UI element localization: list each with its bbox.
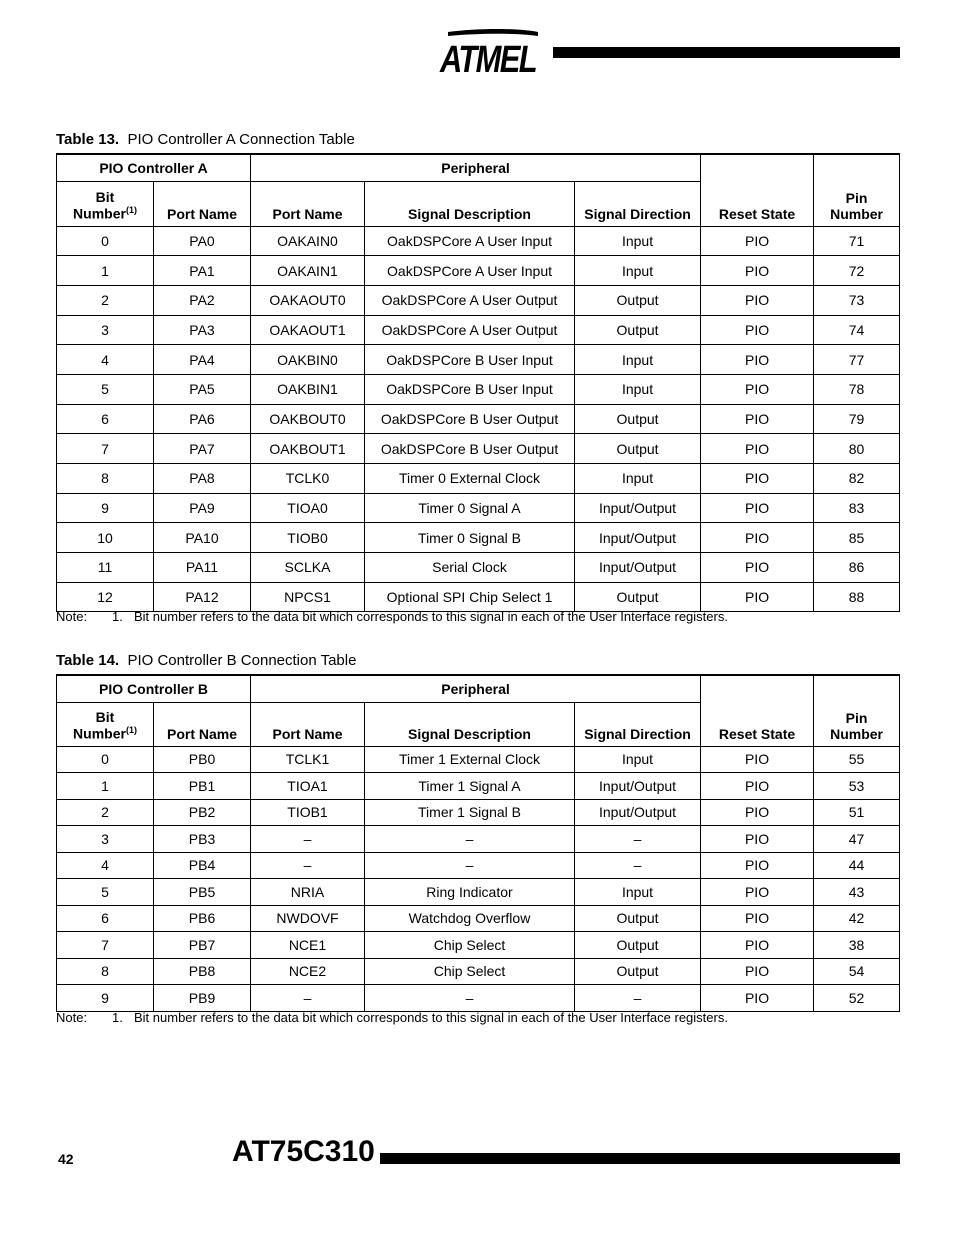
col-header-port-name: Port Name [154, 181, 251, 226]
cell-signal: Timer 1 Signal A [365, 773, 575, 800]
cell-pin: 78 [814, 374, 900, 404]
cell-signal: Timer 1 External Clock [365, 746, 575, 773]
cell-bit: 9 [57, 985, 154, 1012]
table-row [57, 905, 900, 932]
cell-signal: – [365, 852, 575, 879]
col-header-pin: Pin Number [814, 154, 900, 226]
cell-direction: Input [575, 256, 701, 286]
cell-signal: OakDSPCore A User Output [365, 285, 575, 315]
cell-bit: 6 [57, 905, 154, 932]
group-header-controller: PIO Controller A [57, 154, 251, 181]
cell-bit: 3 [57, 315, 154, 345]
svg-text:ATMEL: ATMEL [439, 39, 536, 81]
cell-pin: 72 [814, 256, 900, 286]
cell-signal: Chip Select [365, 958, 575, 985]
cell-signal: OakDSPCore A User Output [365, 315, 575, 345]
cell-direction: Input [575, 746, 701, 773]
cell-direction: Output [575, 285, 701, 315]
table14 [56, 674, 900, 1012]
cell-peripheral-port: NWDOVF [251, 905, 365, 932]
table-row [57, 374, 900, 404]
cell-peripheral-port: NRIA [251, 879, 365, 906]
cell-signal: Chip Select [365, 932, 575, 959]
cell-peripheral-port: TIOA1 [251, 773, 365, 800]
cell-peripheral-port: TCLK0 [251, 464, 365, 494]
cell-reset: PIO [701, 523, 814, 553]
group-header-peripheral: Peripheral [251, 154, 701, 181]
cell-reset: PIO [701, 799, 814, 826]
cell-bit: 2 [57, 799, 154, 826]
table-row [57, 404, 900, 434]
table13 [56, 153, 900, 612]
cell-pin: 74 [814, 315, 900, 345]
cell-direction: Output [575, 404, 701, 434]
cell-pin: 77 [814, 345, 900, 375]
group-header-controller: PIO Controller B [57, 675, 251, 702]
cell-port-name: PA9 [154, 493, 251, 523]
cell-direction: Input [575, 464, 701, 494]
table-row [57, 434, 900, 464]
cell-port-name: PA12 [154, 582, 251, 612]
cell-peripheral-port: TIOB1 [251, 799, 365, 826]
col-header-signal: Signal Description [365, 181, 575, 226]
cell-direction: Input [575, 345, 701, 375]
table-row [57, 958, 900, 985]
cell-reset: PIO [701, 434, 814, 464]
cell-signal: Optional SPI Chip Select 1 [365, 582, 575, 612]
col-header-signal: Signal Description [365, 702, 575, 746]
cell-port-name: PA6 [154, 404, 251, 434]
cell-reset: PIO [701, 958, 814, 985]
cell-peripheral-port: NPCS1 [251, 582, 365, 612]
cell-pin: 52 [814, 985, 900, 1012]
cell-pin: 88 [814, 582, 900, 612]
cell-bit: 7 [57, 932, 154, 959]
table-row [57, 226, 900, 256]
cell-bit: 8 [57, 464, 154, 494]
cell-reset: PIO [701, 464, 814, 494]
table-row [57, 553, 900, 583]
cell-direction: Output [575, 582, 701, 612]
cell-port-name: PA11 [154, 553, 251, 583]
cell-bit: 11 [57, 553, 154, 583]
table-row [57, 985, 900, 1012]
cell-peripheral-port: TIOB0 [251, 523, 365, 553]
header-rule [553, 47, 900, 58]
cell-pin: 85 [814, 523, 900, 553]
cell-reset: PIO [701, 932, 814, 959]
cell-port-name: PB2 [154, 799, 251, 826]
col-header-peripheral-port: Port Name [251, 181, 365, 226]
cell-signal: OakDSPCore A User Input [365, 256, 575, 286]
cell-pin: 43 [814, 879, 900, 906]
cell-signal: – [365, 985, 575, 1012]
cell-signal: OakDSPCore B User Input [365, 345, 575, 375]
cell-peripheral-port: OAKBOUT1 [251, 434, 365, 464]
cell-reset: PIO [701, 905, 814, 932]
cell-signal: – [365, 826, 575, 853]
cell-signal: OakDSPCore B User Output [365, 434, 575, 464]
cell-peripheral-port: OAKAOUT1 [251, 315, 365, 345]
cell-direction: Output [575, 434, 701, 464]
col-header-reset: Reset State [701, 154, 814, 226]
col-header-direction: Signal Direction [575, 181, 701, 226]
col-header-reset: Reset State [701, 675, 814, 746]
col-header-bit: Bit Number$^{(1)}$ [57, 702, 154, 746]
cell-peripheral-port: – [251, 826, 365, 853]
cell-peripheral-port: OAKAOUT0 [251, 285, 365, 315]
cell-pin: 71 [814, 226, 900, 256]
col-header-direction: Signal Direction [575, 702, 701, 746]
cell-direction: Input/Output [575, 493, 701, 523]
cell-port-name: PB8 [154, 958, 251, 985]
table-row [57, 879, 900, 906]
cell-direction: – [575, 852, 701, 879]
cell-reset: PIO [701, 826, 814, 853]
cell-port-name: PA1 [154, 256, 251, 286]
cell-reset: PIO [701, 553, 814, 583]
cell-pin: 51 [814, 799, 900, 826]
cell-port-name: PB5 [154, 879, 251, 906]
table14-caption: Table 14. PIO Controller B Connection Table [56, 652, 357, 669]
cell-peripheral-port: OAKBIN0 [251, 345, 365, 375]
table-row [57, 582, 900, 612]
cell-pin: 73 [814, 285, 900, 315]
table-row [57, 493, 900, 523]
cell-bit: 4 [57, 852, 154, 879]
cell-pin: 83 [814, 493, 900, 523]
cell-pin: 86 [814, 553, 900, 583]
cell-pin: 82 [814, 464, 900, 494]
cell-reset: PIO [701, 315, 814, 345]
col-header-port-name: Port Name [154, 702, 251, 746]
cell-direction: Input/Output [575, 553, 701, 583]
cell-peripheral-port: – [251, 985, 365, 1012]
col-header-peripheral-port: Port Name [251, 702, 365, 746]
cell-reset: PIO [701, 773, 814, 800]
table14-note: Note: 1. Bit number refers to the data bit which corresponds to this signal in each of the User Interface registers. [56, 1010, 728, 1025]
table-row [57, 852, 900, 879]
table-row [57, 826, 900, 853]
footer-rule [380, 1153, 900, 1164]
cell-peripheral-port: OAKAIN0 [251, 226, 365, 256]
cell-port-name: PA7 [154, 434, 251, 464]
cell-port-name: PB1 [154, 773, 251, 800]
table-row [57, 345, 900, 375]
cell-signal: Timer 1 Signal B [365, 799, 575, 826]
cell-peripheral-port: NCE1 [251, 932, 365, 959]
col-header-bit: Bit Number$^{(1)}$ [57, 181, 154, 226]
cell-port-name: PA8 [154, 464, 251, 494]
table13-caption: Table 13. PIO Controller A Connection Table [56, 131, 355, 148]
cell-direction: Output [575, 315, 701, 345]
page-number: 42 [58, 1151, 74, 1167]
table-row [57, 523, 900, 553]
cell-port-name: PB9 [154, 985, 251, 1012]
cell-direction: Input/Output [575, 799, 701, 826]
cell-signal: OakDSPCore A User Input [365, 226, 575, 256]
cell-port-name: PB7 [154, 932, 251, 959]
cell-direction: Input/Output [575, 523, 701, 553]
cell-pin: 44 [814, 852, 900, 879]
table-row [57, 315, 900, 345]
table-row [57, 773, 900, 800]
cell-peripheral-port: SCLKA [251, 553, 365, 583]
cell-bit: 5 [57, 374, 154, 404]
cell-direction: – [575, 826, 701, 853]
cell-port-name: PA3 [154, 315, 251, 345]
cell-pin: 55 [814, 746, 900, 773]
cell-peripheral-port: OAKAIN1 [251, 256, 365, 286]
cell-reset: PIO [701, 404, 814, 434]
cell-signal: Timer 0 Signal A [365, 493, 575, 523]
table13-note: Note: 1. Bit number refers to the data bit which corresponds to this signal in each of the User Interface registers. [56, 609, 728, 624]
cell-port-name: PA2 [154, 285, 251, 315]
cell-pin: 79 [814, 404, 900, 434]
table-row [57, 932, 900, 959]
cell-reset: PIO [701, 852, 814, 879]
cell-bit: 1 [57, 773, 154, 800]
document-title: AT75C310 [232, 1135, 375, 1168]
cell-signal: Ring Indicator [365, 879, 575, 906]
cell-pin: 38 [814, 932, 900, 959]
cell-reset: PIO [701, 493, 814, 523]
cell-signal: Serial Clock [365, 553, 575, 583]
cell-reset: PIO [701, 226, 814, 256]
cell-bit: 6 [57, 404, 154, 434]
cell-port-name: PA10 [154, 523, 251, 553]
cell-reset: PIO [701, 985, 814, 1012]
table-row [57, 464, 900, 494]
group-header-peripheral: Peripheral [251, 675, 701, 702]
cell-port-name: PB0 [154, 746, 251, 773]
cell-bit: 5 [57, 879, 154, 906]
cell-signal: OakDSPCore B User Output [365, 404, 575, 434]
cell-peripheral-port: TCLK1 [251, 746, 365, 773]
cell-pin: 47 [814, 826, 900, 853]
cell-pin: 80 [814, 434, 900, 464]
cell-port-name: PA5 [154, 374, 251, 404]
atmel-logo [438, 28, 540, 81]
table-row [57, 285, 900, 315]
cell-bit: 3 [57, 826, 154, 853]
cell-direction: Input [575, 374, 701, 404]
cell-signal: Timer 0 Signal B [365, 523, 575, 553]
cell-reset: PIO [701, 345, 814, 375]
cell-reset: PIO [701, 285, 814, 315]
cell-direction: Output [575, 905, 701, 932]
cell-direction: – [575, 985, 701, 1012]
cell-peripheral-port: NCE2 [251, 958, 365, 985]
cell-peripheral-port: TIOA0 [251, 493, 365, 523]
cell-signal: Watchdog Overflow [365, 905, 575, 932]
cell-bit: 1 [57, 256, 154, 286]
cell-signal: Timer 0 External Clock [365, 464, 575, 494]
cell-direction: Input [575, 226, 701, 256]
cell-direction: Output [575, 932, 701, 959]
cell-direction: Output [575, 958, 701, 985]
cell-direction: Input/Output [575, 773, 701, 800]
cell-bit: 7 [57, 434, 154, 464]
cell-signal: OakDSPCore B User Input [365, 374, 575, 404]
cell-reset: PIO [701, 582, 814, 612]
cell-peripheral-port: OAKBIN1 [251, 374, 365, 404]
cell-bit: 0 [57, 226, 154, 256]
cell-reset: PIO [701, 374, 814, 404]
table-row [57, 256, 900, 286]
cell-bit: 0 [57, 746, 154, 773]
table-row [57, 746, 900, 773]
col-header-pin: Pin Number [814, 675, 900, 746]
cell-peripheral-port: OAKBOUT0 [251, 404, 365, 434]
cell-pin: 54 [814, 958, 900, 985]
cell-bit: 12 [57, 582, 154, 612]
cell-pin: 53 [814, 773, 900, 800]
cell-bit: 9 [57, 493, 154, 523]
cell-peripheral-port: – [251, 852, 365, 879]
cell-bit: 8 [57, 958, 154, 985]
cell-port-name: PB6 [154, 905, 251, 932]
cell-bit: 4 [57, 345, 154, 375]
cell-reset: PIO [701, 746, 814, 773]
cell-port-name: PA4 [154, 345, 251, 375]
cell-reset: PIO [701, 256, 814, 286]
cell-direction: Input [575, 879, 701, 906]
table-row [57, 799, 900, 826]
cell-port-name: PB4 [154, 852, 251, 879]
cell-bit: 10 [57, 523, 154, 553]
cell-port-name: PA0 [154, 226, 251, 256]
cell-pin: 42 [814, 905, 900, 932]
cell-reset: PIO [701, 879, 814, 906]
cell-port-name: PB3 [154, 826, 251, 853]
cell-bit: 2 [57, 285, 154, 315]
